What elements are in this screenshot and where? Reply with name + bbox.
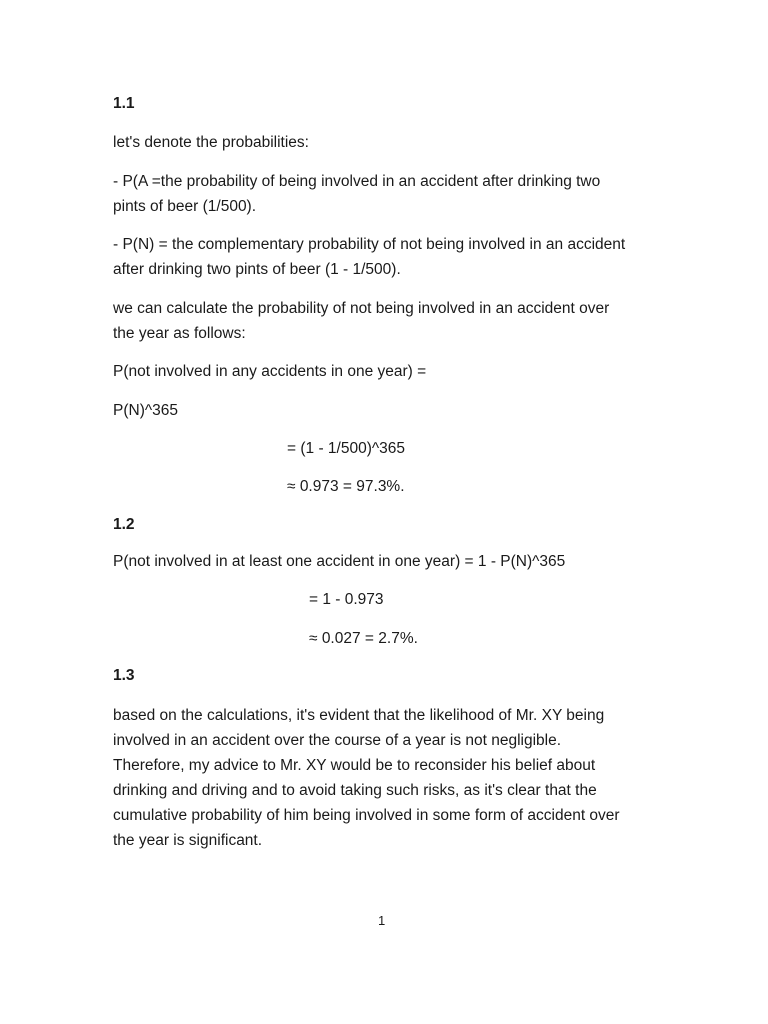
equation-label-1-2: P(not involved in at least one accident in one year) = 1 - P(N)^365 — [113, 553, 566, 570]
equation-step-1-2-a: = 1 - 0.973 — [309, 591, 384, 608]
equation-step-1-1-b: ≈ 0.973 = 97.3%. — [287, 478, 405, 495]
conclusion-line-2: involved in an accident over the course of a year is not negligible. — [113, 732, 562, 749]
definition-pn-line-2: after drinking two pints of beer (1 - 1/500). — [113, 261, 401, 278]
probabilities-intro: let's denote the probabilities: — [113, 134, 309, 151]
conclusion-line-1: based on the calculations, it's evident that the likelihood of Mr. XY being — [113, 707, 605, 724]
calculation-intro-line-2: the year as follows: — [113, 325, 246, 342]
conclusion-line-6: the year is significant. — [113, 832, 263, 849]
equation-expression-1-1: P(N)^365 — [113, 402, 178, 419]
equation-step-1-2-b: ≈ 0.027 = 2.7%. — [309, 630, 418, 647]
page-number: 1 — [378, 913, 386, 928]
equation-label-1-1: P(not involved in any accidents in one year) = — [113, 363, 427, 380]
equation-step-1-1-a: = (1 - 1/500)^365 — [287, 440, 405, 457]
calculation-intro-line-1: we can calculate the probability of not being involved in an accident over — [113, 300, 610, 317]
section-heading-1-1: 1.1 — [113, 95, 135, 112]
conclusion-line-4: drinking and driving and to avoid taking such risks, as it's clear that the — [113, 782, 597, 799]
definition-pa-line-2: pints of beer (1/500). — [113, 198, 257, 215]
section-heading-1-2: 1.2 — [113, 516, 135, 533]
conclusion-line-5: cumulative probability of him being involved in some form of accident over — [113, 807, 620, 824]
definition-pa-line-1: - P(A =the probability of being involved in an accident after drinking two — [113, 173, 601, 190]
definition-pn-line-1: - P(N) = the complementary probability of not being involved in an accident — [113, 236, 626, 253]
section-heading-1-3: 1.3 — [113, 667, 135, 684]
conclusion-line-3: Therefore, my advice to Mr. XY would be to reconsider his belief about — [113, 757, 596, 774]
